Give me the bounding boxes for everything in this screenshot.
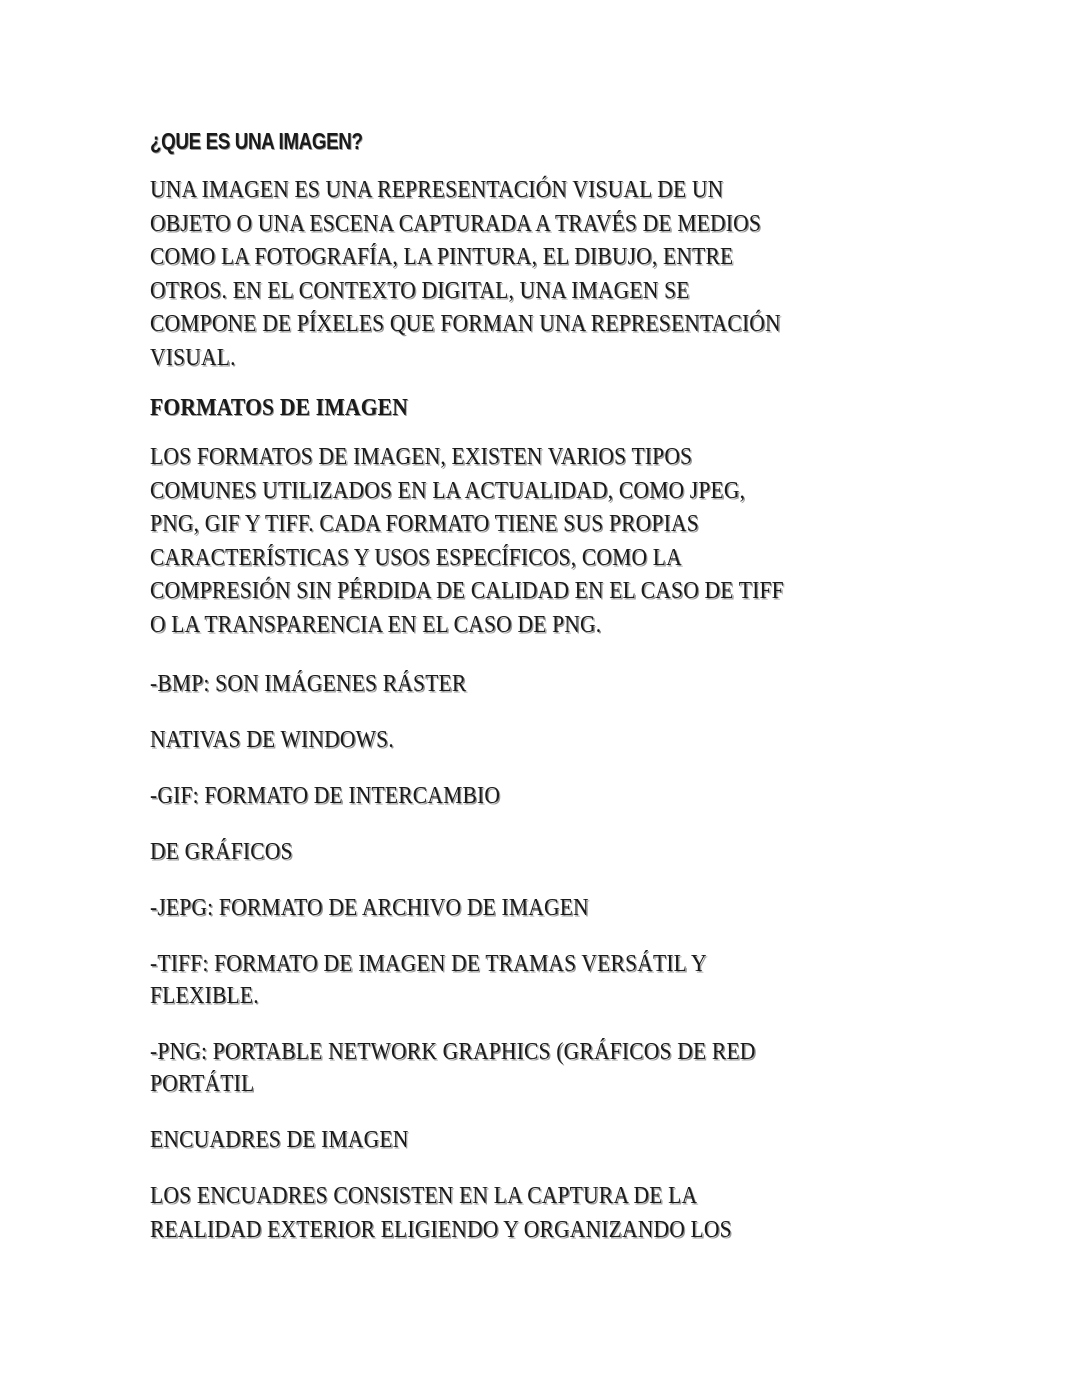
paragraph-line: VISUAL. bbox=[150, 343, 236, 371]
heading-que-es-una-imagen: ¿QUE ES UNA IMAGEN? bbox=[150, 128, 363, 154]
format-item-line: -GIF: FORMATO DE INTERCAMBIO bbox=[150, 782, 501, 809]
paragraph-line: OBJETO O UNA ESCENA CAPTURADA A TRAVÉS DE MEDIOS bbox=[150, 209, 762, 237]
format-item-line: DE GRÁFICOS bbox=[150, 838, 293, 865]
format-item-gif-continued bbox=[150, 836, 293, 868]
paragraph-line: LOS FORMATOS DE IMAGEN, EXISTEN VARIOS TIPOS bbox=[150, 443, 693, 470]
heading-encuadres-de-imagen bbox=[150, 1124, 408, 1156]
paragraph-line: REALIDAD EXTERIOR ELIGIENDO Y ORGANIZANDO LOS bbox=[150, 1215, 732, 1243]
paragraph-line: COMPRESIÓN SIN PÉRDIDA DE CALIDAD EN EL CASO DE TIFF bbox=[150, 577, 784, 605]
format-item-line: -PNG: PORTABLE NETWORK GRAPHICS (GRÁFICOS DE RED bbox=[150, 1038, 756, 1065]
format-item-tiff bbox=[150, 948, 707, 1012]
paragraph-definicion-imagen bbox=[150, 173, 781, 375]
paragraph-line: O LA TRANSPARENCIA EN EL CASO DE PNG. bbox=[150, 610, 602, 638]
heading-formatos-de-imagen: FORMATOS DE IMAGEN bbox=[150, 395, 409, 421]
paragraph-line: COMUNES UTILIZADOS EN LA ACTUALIDAD, COMO JPEG, bbox=[150, 476, 746, 504]
paragraph-formatos bbox=[150, 440, 784, 642]
paragraph-encuadres bbox=[150, 1179, 732, 1246]
paragraph-line: UNA IMAGEN ES UNA REPRESENTACIÓN VISUAL DE UN bbox=[150, 176, 724, 203]
paragraph-line: CARACTERÍSTICAS Y USOS ESPECÍFICOS, COMO LA bbox=[150, 543, 682, 571]
format-item-line: -JEPG: FORMATO DE ARCHIVO DE IMAGEN bbox=[150, 894, 589, 921]
format-item-gif bbox=[150, 780, 500, 812]
format-item-line: NATIVAS DE WINDOWS. bbox=[150, 726, 394, 753]
format-item-bmp bbox=[150, 668, 466, 700]
format-item-png bbox=[150, 1036, 756, 1100]
format-item-line: -BMP: SON IMÁGENES RÁSTER bbox=[150, 670, 467, 697]
paragraph-line: PNG, GIF Y TIFF. CADA FORMATO TIENE SUS PROPIAS bbox=[150, 510, 699, 538]
paragraph-line: OTROS. EN EL CONTEXTO DIGITAL, UNA IMAGEN SE bbox=[150, 276, 690, 304]
format-item-line: PORTÁTIL bbox=[150, 1070, 255, 1097]
format-item-line: -TIFF: FORMATO DE IMAGEN DE TRAMAS VERSÁTIL Y bbox=[150, 950, 707, 977]
format-item-bmp-continued bbox=[150, 724, 394, 756]
format-item-line: FLEXIBLE. bbox=[150, 982, 259, 1009]
paragraph-line: COMPONE DE PÍXELES QUE FORMAN UNA REPRESENTACIÓN bbox=[150, 310, 781, 338]
format-item-jpeg bbox=[150, 892, 589, 924]
paragraph-line: COMO LA FOTOGRAFÍA, LA PINTURA, EL DIBUJO, ENTRE bbox=[150, 243, 734, 271]
heading-text: ENCUADRES DE IMAGEN bbox=[150, 1126, 409, 1153]
paragraph-line: LOS ENCUADRES CONSISTEN EN LA CAPTURA DE LA bbox=[150, 1182, 698, 1209]
